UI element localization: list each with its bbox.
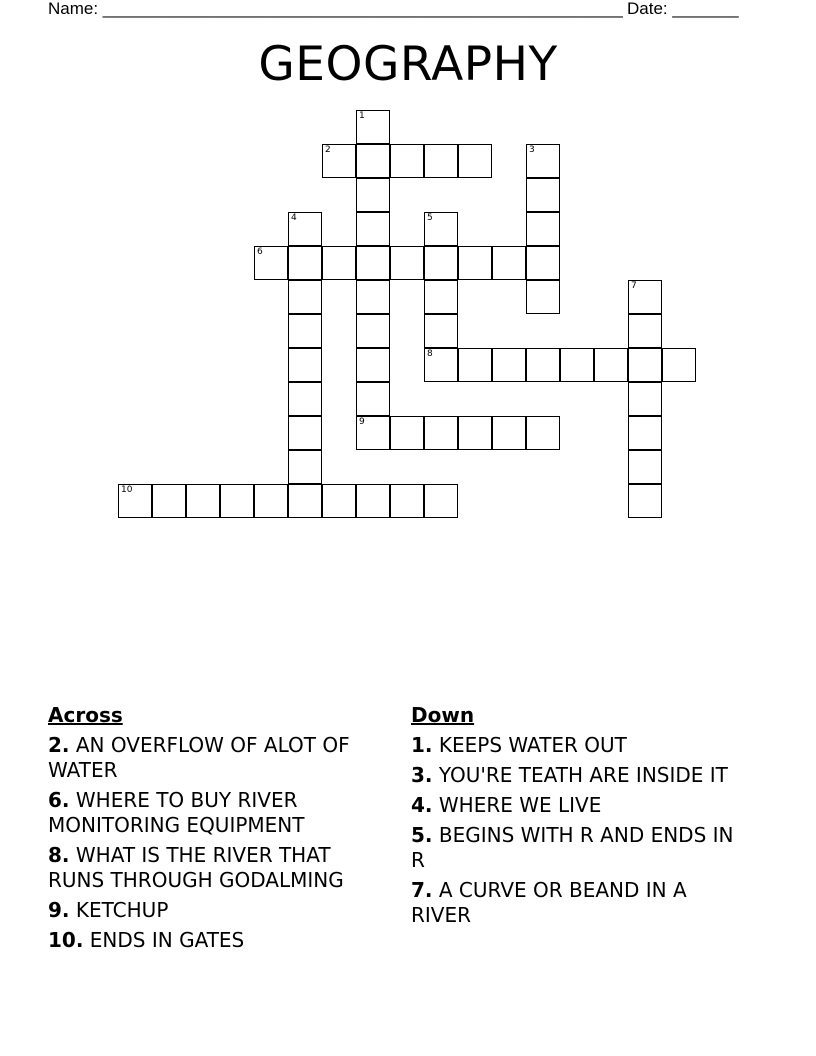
grid-cell[interactable] (390, 246, 424, 280)
grid-cell[interactable] (152, 484, 186, 518)
grid-cell[interactable] (288, 212, 322, 246)
grid-cell[interactable] (492, 416, 526, 450)
clue-across-9 (48, 898, 388, 923)
grid-cell[interactable] (254, 246, 288, 280)
grid-cell[interactable] (526, 144, 560, 178)
clue-number-label: 10 (121, 485, 133, 495)
clue-text: WHERE WE LIVE (438, 793, 602, 817)
grid-cell[interactable] (628, 280, 662, 314)
grid-cell[interactable] (492, 348, 526, 382)
clue-number: 3. (411, 763, 433, 787)
down-heading: Down (411, 703, 475, 727)
grid-cell[interactable] (322, 144, 356, 178)
clue-number: 8. (48, 843, 70, 867)
across-heading: Across (48, 703, 123, 727)
clue-down-1 (411, 733, 751, 758)
grid-cell[interactable] (356, 416, 390, 450)
clue-text: AN OVERFLOW OF ALOT OF WATER (48, 733, 350, 782)
grid-cell[interactable] (526, 280, 560, 314)
clue-down-3 (411, 763, 751, 788)
grid-cell[interactable] (424, 246, 458, 280)
clue-number-label: 7 (631, 281, 637, 291)
clue-number: 7. (411, 878, 433, 902)
grid-cell[interactable] (322, 246, 356, 280)
grid-cell[interactable] (628, 348, 662, 382)
name-field[interactable]: Name: _______________________________________________________ (48, 0, 623, 18)
grid-cell[interactable] (628, 416, 662, 450)
grid-cell[interactable] (458, 416, 492, 450)
grid-cell[interactable] (594, 348, 628, 382)
clue-down-7 (411, 878, 751, 928)
clue-number: 4. (411, 793, 433, 817)
clue-number: 5. (411, 823, 433, 847)
clue-across-10 (48, 928, 388, 953)
grid-cell[interactable] (288, 382, 322, 416)
clue-number: 6. (48, 788, 70, 812)
clue-number: 9. (48, 898, 70, 922)
clue-number-label: 5 (427, 213, 433, 223)
clue-number-label: 2 (325, 145, 331, 155)
grid-cell[interactable] (356, 212, 390, 246)
grid-cell[interactable] (424, 484, 458, 518)
grid-cell[interactable] (356, 382, 390, 416)
grid-cell[interactable] (560, 348, 594, 382)
grid-cell[interactable] (458, 246, 492, 280)
grid-cell[interactable] (628, 382, 662, 416)
clue-text: KETCHUP (75, 898, 169, 922)
grid-cell[interactable] (424, 144, 458, 178)
grid-cell[interactable] (628, 314, 662, 348)
grid-cell[interactable] (390, 484, 424, 518)
grid-cell[interactable] (628, 484, 662, 518)
grid-cell[interactable] (458, 348, 492, 382)
clue-across-2 (48, 733, 388, 783)
grid-cell[interactable] (526, 246, 560, 280)
clue-number-label: 9 (359, 417, 365, 427)
grid-cell[interactable] (288, 484, 322, 518)
grid-cell[interactable] (662, 348, 696, 382)
grid-cell[interactable] (424, 280, 458, 314)
down-clues (411, 703, 751, 933)
clue-text: KEEPS WATER OUT (438, 733, 627, 757)
grid-cell[interactable] (220, 484, 254, 518)
clue-number-label: 6 (257, 247, 263, 257)
grid-cell[interactable] (288, 450, 322, 484)
clue-text: BEGINS WITH R AND ENDS IN R (411, 823, 734, 872)
grid-cell[interactable] (628, 450, 662, 484)
clue-number-label: 4 (291, 213, 297, 223)
grid-cell[interactable] (526, 416, 560, 450)
grid-cell[interactable] (390, 144, 424, 178)
grid-cell[interactable] (288, 314, 322, 348)
grid-cell[interactable] (356, 178, 390, 212)
clue-number: 10. (48, 928, 84, 952)
grid-cell[interactable] (288, 416, 322, 450)
clue-down-4 (411, 793, 751, 818)
clue-text: WHAT IS THE RIVER THAT RUNS THROUGH GODALMING (48, 843, 344, 892)
clue-text: YOU'RE TEATH ARE INSIDE IT (438, 763, 728, 787)
clue-across-8 (48, 843, 388, 893)
grid-cell[interactable] (288, 246, 322, 280)
date-field[interactable]: Date: _______ (627, 0, 739, 18)
grid-cell[interactable] (424, 416, 458, 450)
grid-cell[interactable] (254, 484, 288, 518)
grid-cell[interactable] (118, 484, 152, 518)
grid-cell[interactable] (356, 348, 390, 382)
clue-number: 1. (411, 733, 433, 757)
clue-number: 2. (48, 733, 70, 757)
grid-cell[interactable] (356, 280, 390, 314)
grid-cell[interactable] (186, 484, 220, 518)
clue-text: WHERE TO BUY RIVER MONITORING EQUIPMENT (48, 788, 305, 837)
grid-cell[interactable] (526, 348, 560, 382)
grid-cell[interactable] (288, 348, 322, 382)
grid-cell[interactable] (288, 280, 322, 314)
grid-cell[interactable] (424, 314, 458, 348)
grid-cell[interactable] (356, 144, 390, 178)
grid-cell[interactable] (322, 484, 356, 518)
grid-cell[interactable] (492, 246, 526, 280)
across-clues (48, 703, 388, 958)
grid-cell[interactable] (390, 416, 424, 450)
grid-cell[interactable] (424, 348, 458, 382)
clue-across-6 (48, 788, 388, 838)
grid-cell[interactable] (356, 314, 390, 348)
grid-cell[interactable] (526, 212, 560, 246)
grid-cell[interactable] (356, 110, 390, 144)
grid-cell[interactable] (356, 246, 390, 280)
clue-number-label: 1 (359, 111, 365, 121)
grid-cell[interactable] (526, 178, 560, 212)
clue-text: ENDS IN GATES (89, 928, 245, 952)
grid-cell[interactable] (424, 212, 458, 246)
clue-down-5 (411, 823, 751, 873)
clue-number-label: 3 (529, 145, 535, 155)
page-title: GEOGRAPHY (258, 37, 558, 92)
clue-text: A CURVE OR BEAND IN A RIVER (411, 878, 687, 927)
grid-cell[interactable] (458, 144, 492, 178)
clue-number-label: 8 (427, 349, 433, 359)
grid-cell[interactable] (356, 484, 390, 518)
